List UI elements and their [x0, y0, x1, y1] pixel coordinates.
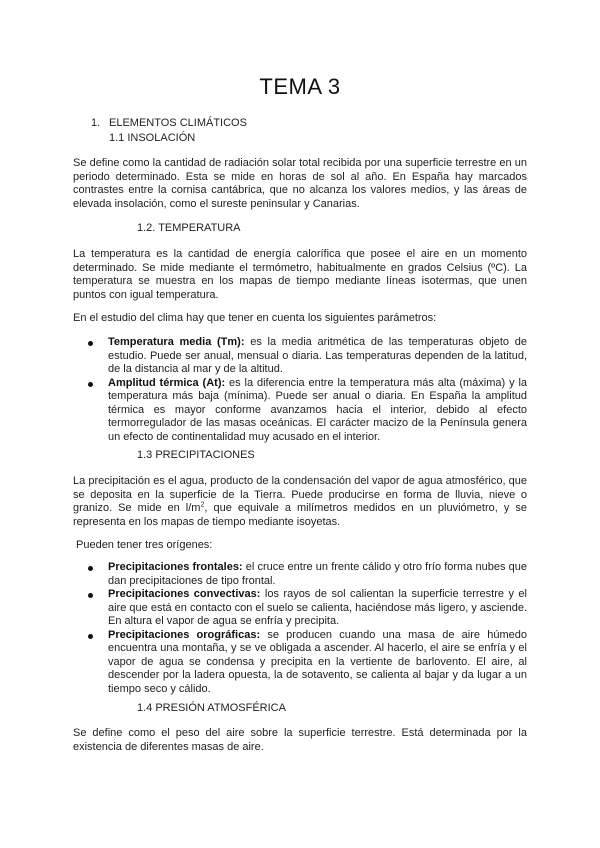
- section-1-2-heading: 1.2. TEMPERATURA: [137, 222, 241, 234]
- bullet-icon: [88, 593, 93, 598]
- bullet-text: el cruce entre un frente cálido y otro frío forma nubes que dan precipitaciones de tipo frontal.: [108, 561, 527, 587]
- precipitaciones-text-b: , que equivale a milímetros medidos en un pluviómetro, y se representa en los mapas de tiempo mediante isoyetas.: [73, 502, 527, 528]
- bullet-icon: [88, 382, 93, 387]
- list-item: [73, 336, 527, 377]
- bullet-icon: [88, 341, 93, 346]
- bullet-term: Precipitaciones convectivas:: [108, 588, 261, 600]
- temperatura-paragraph: La temperatura es la cantidad de energía calorífica que posee el aire en un momento determinado. Se mide mediante el termómetro, habitualmente en grados Celsius (ºC). La temperatura se muestra en los mapas de tiempo mediante líneas isotermas, que unen puntos con igual temperatura.: [73, 248, 527, 301]
- bullet-text: es la diferencia entre la temperatura más alta (máxima) y la temperatura más baja (mínima). Puede ser anual o diaria. En España la amplitud térmica es mayor conforme avanzamos hacia el interior, debido al efecto termorregulador de las masas oceánicas. El carácter macizo de la Península genera un efecto de continentalidad muy acusado en el interior.: [108, 376, 528, 443]
- list-item: [73, 629, 527, 697]
- bullet-icon: [88, 566, 93, 571]
- precipitaciones-intro: Pueden tener tres orígenes:: [76, 539, 213, 551]
- document-title: TEMA 3: [259, 74, 341, 99]
- list-item: [73, 588, 527, 629]
- bullet-term: Temperatura media (Tm):: [108, 336, 245, 348]
- section-1-heading: ELEMENTOS CLIMÁTICOS: [109, 117, 247, 129]
- bullet-icon: [88, 634, 93, 639]
- temperatura-intro: En el estudio del clima hay que tener en cuenta los siguientes parámetros:: [73, 312, 437, 324]
- section-1-1-heading: 1.1 INSOLACIÓN: [109, 132, 196, 144]
- bullet-term: Precipitaciones orográficas:: [108, 628, 261, 641]
- section-1-number: 1.: [91, 117, 101, 129]
- precipitaciones-paragraph: [73, 475, 527, 529]
- bullet-text: los rayos de sol calientan la superficie terrestre y el aire que está en contacto con el suelo se calienta, haciéndose más ligero, y asciende. En altura el vapor de agua se enfría y precipita.: [108, 588, 527, 627]
- list-item: [73, 561, 527, 588]
- presion-paragraph: Se define como el peso del aire sobre la superficie terrestre. Está determinada por la existencia de diferentes masas de aire.: [73, 727, 527, 753]
- bullet-term: Precipitaciones frontales:: [108, 561, 243, 573]
- temperatura-parameter-list: [73, 336, 527, 444]
- bullet-text: se producen cuando una masa de aire húmedo encuentra una montaña, y se ve obligada a ascender. Al hacerlo, el aire se enfría y el vapor de agua se condensa y precipita en la vertiente de barlovento. El aire, al descender por la ladera opuesta, la de sotavento, se calienta al bajar y da lugar a un tiempo seco y cálido.: [108, 628, 527, 695]
- list-item: [73, 377, 527, 445]
- precipitaciones-text-a: La precipitación es el agua, producto de la condensación del vapor de agua atmosférico, que se deposita en la superficie de la Tierra. Puede producirse en forma de lluvia, nieve o granizo. Se mide en l/m: [73, 475, 527, 514]
- precipitaciones-origin-list: [73, 561, 527, 696]
- superscript-two: 2: [200, 501, 205, 509]
- insolacion-paragraph: Se define como la cantidad de radiación solar total recibida por una superficie terrestre en un periodo determinado. Esta se mide en horas de sol al año. En España hay marcados contrastes entre la cornisa cantábrica, que no alcanza los valores medios, y las áreas de elevada insolación, como el sureste peninsular y Canarias.: [73, 157, 527, 210]
- bullet-text: es la media aritmética de las temperaturas objeto de estudio. Puede ser anual, mensual o diaria. Las temperaturas dependen de la latitud, de la distancia al mar y de la altitud.: [108, 336, 527, 375]
- section-1-4-heading: 1.4 PRESIÓN ATMOSFÉRICA: [137, 702, 286, 714]
- section-1-3-heading: 1.3 PRECIPITACIONES: [137, 449, 255, 461]
- bullet-term: Amplitud térmica (At):: [108, 376, 226, 389]
